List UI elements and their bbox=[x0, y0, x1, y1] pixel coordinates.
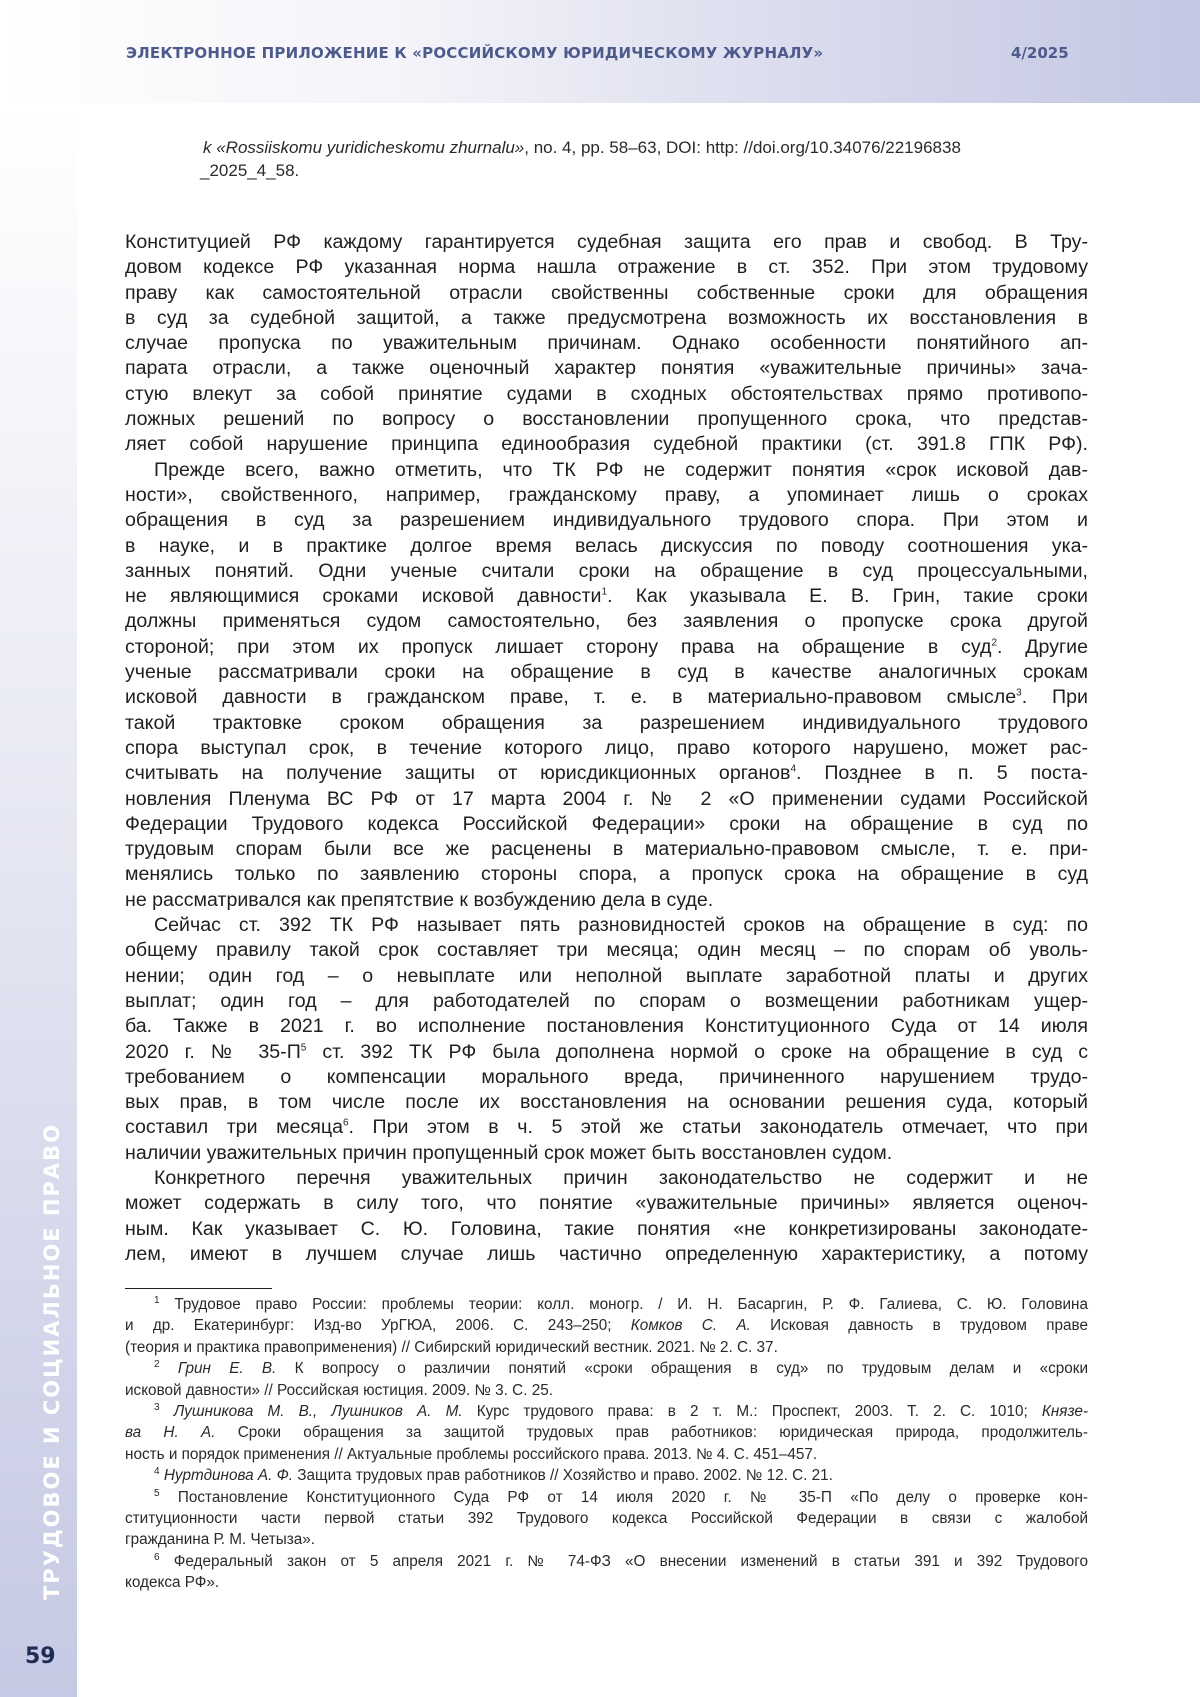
footnote-ref[interactable]: 3 bbox=[1016, 687, 1022, 699]
text-run: Постановление Конституционного Суда РФ от 14 июля 2020 г. № 35-П «По делу о проверке кон- bbox=[177, 1488, 1089, 1506]
text-line: менялись только по заявлению стороны спора, а пропуск срока на обращение в суд bbox=[125, 863, 1088, 886]
paragraph-2 bbox=[125, 458, 1088, 913]
footnotes bbox=[125, 1294, 1088, 1594]
footnote-3 bbox=[125, 1401, 1088, 1465]
reference-details: , no. 4, pp. 58–63, DOI: http: //doi.org/10.34076/22196838 bbox=[524, 138, 961, 157]
author-name: Лушникова М. В., Лушников А. М. bbox=[173, 1403, 463, 1421]
text-run: . Другие bbox=[997, 635, 1089, 658]
footnote-line bbox=[125, 1487, 1088, 1508]
text-line: выплат; один год – для работодателей по спорам о возмещении работникам ущер- bbox=[125, 989, 1088, 1012]
text-line: вых прав, в том числе после их восстановления на основании решения суда, который bbox=[125, 1091, 1088, 1114]
footnote-mark: 5 bbox=[154, 1487, 160, 1499]
footnote-1 bbox=[125, 1294, 1088, 1358]
text-run: ст. 392 ТК РФ была дополнена нормой о сроке на обращение в суд с bbox=[306, 1040, 1088, 1063]
text-run: и др. Екатеринбург: Изд-во УрГЮА, 2006. С. 243–250; bbox=[125, 1317, 631, 1335]
text-line: стую влекут за собой принятие судами в сходных обстоятельствах прямо противопо- bbox=[125, 382, 1088, 405]
text-line: лем, имеют в лучшем случае лишь частично определенную характеристику, а потому bbox=[125, 1242, 1088, 1265]
text-run: Федеральный закон от 5 апреля 2021 г. № 74-ФЗ «О внесении изменений в статьи 391 и 392 Трудового bbox=[173, 1552, 1088, 1570]
footnote-mark: 2 bbox=[154, 1359, 160, 1371]
section-side-band bbox=[0, 103, 77, 1697]
footnote-line bbox=[125, 1294, 1088, 1315]
footnote-ref[interactable]: 5 bbox=[300, 1041, 307, 1053]
text-line bbox=[125, 761, 1088, 786]
footnote-ref[interactable]: 4 bbox=[790, 763, 797, 775]
footnote-4 bbox=[125, 1465, 1088, 1486]
text-line: ба. Также в 2021 г. во исполнение постановления Конституционного Суда от 14 июля bbox=[125, 1015, 1088, 1038]
footnote-line: гражданина Р. М. Четыза». bbox=[125, 1531, 315, 1549]
text-run: исковой давности в гражданском праве, т. е. в материально-правовом смысле bbox=[125, 686, 1017, 709]
text-line: занных понятий. Одни ученые считали сроки на обращение в суд процессуальными, bbox=[125, 559, 1088, 582]
paragraph-4 bbox=[125, 1166, 1088, 1267]
text-line: нении; один год – о невыплате или неполной выплате заработной платы и других bbox=[125, 964, 1088, 987]
footnote-mark: 6 bbox=[154, 1551, 160, 1563]
text-line bbox=[125, 685, 1088, 710]
text-run: Трудовое право России: проблемы теории: колл. моногр. / И. Н. Басаргин, Р. Ф. Галиева, С. Ю. Головина bbox=[174, 1296, 1089, 1313]
footnote-mark: 4 bbox=[154, 1466, 160, 1478]
text-line: праву как самостоятельной отрасли свойственны собственные сроки для обращения bbox=[125, 281, 1088, 304]
text-line bbox=[125, 635, 1088, 660]
author-name: Комков С. А. bbox=[630, 1317, 751, 1335]
text-run: Защита трудовых прав работников // Хозяйство и право. 2002. № 12. С. 21. bbox=[293, 1467, 833, 1485]
footnote-mark: 3 bbox=[154, 1401, 160, 1413]
text-run: Сроки обращения за защитой трудовых прав работников: юридическая природа, продолжитель- bbox=[215, 1424, 1088, 1442]
issue-number: 4/2025 bbox=[1011, 44, 1069, 62]
text-run: . Позднее в п. 5 поста- bbox=[796, 762, 1088, 785]
footnote-line: исковой давности» // Российская юстиция. 2009. № 3. С. 25. bbox=[125, 1381, 553, 1399]
footnote-2 bbox=[125, 1358, 1088, 1401]
page-number: 59 bbox=[25, 1644, 56, 1669]
text-run: считывать на получение защиты от юрисдикционных органов bbox=[125, 762, 791, 785]
footnote-6 bbox=[125, 1551, 1088, 1594]
text-line: Федерации Трудового кодекса Российской Федерации» сроки на обращение в суд по bbox=[125, 812, 1088, 835]
author-name: Грин Е. В. bbox=[177, 1360, 277, 1378]
text-line: довом кодексе РФ указанная норма нашла отражение в ст. 352. При этом трудовому bbox=[125, 256, 1088, 279]
footnote-line bbox=[125, 1422, 1088, 1443]
text-line bbox=[125, 1115, 1088, 1140]
text-line: Сейчас ст. 392 ТК РФ называет пять разновидностей сроков на обращение в суд: по bbox=[154, 914, 1088, 937]
text-run: . Как указывала Е. В. Грин, такие сроки bbox=[607, 585, 1088, 608]
text-line bbox=[125, 1040, 1088, 1065]
text-line: ложных решений по вопросу о восстановлении пропущенного срока, что представ- bbox=[125, 408, 1088, 431]
text-line: может содержать в силу того, что понятие «уважительные причины» является оценоч- bbox=[125, 1192, 1088, 1215]
journal-title: ЭЛЕКТРОННОЕ ПРИЛОЖЕНИЕ К «РОССИЙСКОМУ ЮРИДИЧЕСКОМУ ЖУРНАЛУ» bbox=[126, 44, 824, 62]
text-line: такой трактовке сроком обращения за разрешением индивидуального трудового bbox=[125, 711, 1088, 734]
footnote-5 bbox=[125, 1487, 1088, 1551]
text-run: К вопросу о различии понятий «сроки обращения в суд» по трудовым делам и «сроки bbox=[276, 1360, 1088, 1378]
text-line: спора выступал срок, в течение которого лицо, право которого нарушено, может рас- bbox=[125, 736, 1088, 759]
footnote-ref[interactable]: 1 bbox=[601, 586, 608, 598]
text-line: общему правилу такой срок составляет три месяца; один месяц – по спорам об уволь- bbox=[125, 939, 1088, 962]
footnote-line bbox=[125, 1465, 1088, 1486]
author-name: ва Н. А. bbox=[125, 1424, 216, 1442]
footnote-mark: 1 bbox=[154, 1294, 160, 1306]
footnote-line bbox=[125, 1551, 1088, 1572]
text-line: в суд за судебной защитой, а также предусмотрена возможность их восстановления в bbox=[125, 306, 1088, 329]
text-line: наличии уважительных причин пропущенный срок может быть восстановлен судом. bbox=[125, 1141, 893, 1164]
text-run: . При этом в ч. 5 этой же статьи законодатель отмечает, что при bbox=[348, 1116, 1089, 1139]
footnote-ref[interactable]: 2 bbox=[991, 637, 998, 649]
reference-journal: k «Rossiiskomu yuridicheskomu zhurnalu» bbox=[203, 138, 525, 157]
text-run: 2020 г. № 35-П bbox=[125, 1040, 301, 1063]
paragraph-3 bbox=[125, 913, 1088, 1166]
section-title: ТРУДОВОЕ И СОЦИАЛЬНОЕ ПРАВО bbox=[40, 1122, 64, 1600]
footnote-line bbox=[125, 1358, 1088, 1379]
text-line: в науке, и в практике долгое время велась дискуссия по поводу соотношения ука- bbox=[125, 534, 1088, 557]
author-name: Нуртдинова А. Ф. bbox=[163, 1467, 293, 1485]
footnote-line: ституционности части первой статьи 392 Трудового кодекса Российской Федерации в связи с жалобой bbox=[125, 1510, 1088, 1528]
reference-line: _2025_4_58. bbox=[200, 161, 300, 180]
footnote-ref[interactable]: 6 bbox=[342, 1117, 349, 1129]
footnote-line: кодекса РФ». bbox=[125, 1574, 220, 1592]
reference-line bbox=[203, 136, 1088, 159]
text-line: парата отрасли, а также оценочный характер понятия «уважительные причины» зача- bbox=[125, 357, 1088, 380]
text-line: требованием о компенсации морального вреда, причиненного нарушением трудо- bbox=[125, 1065, 1088, 1088]
text-line: Прежде всего, важно отметить, что ТК РФ не содержит понятия «срок исковой дав- bbox=[154, 458, 1088, 481]
text-line: ности», свойственного, например, гражданскому праву, а упоминает лишь о сроках bbox=[125, 483, 1088, 506]
footnote-line bbox=[125, 1401, 1088, 1422]
text-line: ным. Как указывает С. Ю. Головина, такие понятия «не конкретизированы законодате- bbox=[125, 1217, 1088, 1240]
footnote-line: ность и порядок применения // Актуальные проблемы российского права. 2013. № 4. С. 451–457. bbox=[125, 1445, 818, 1463]
text-line: ученые рассматривали сроки на обращение в суд в качестве аналогичных срокам bbox=[125, 661, 1088, 684]
footnote-divider bbox=[125, 1288, 272, 1289]
article-body bbox=[125, 230, 1088, 1267]
text-run: не являющимися сроками исковой давности bbox=[125, 585, 602, 608]
text-line: Конкретного перечня уважительных причин законодательство не содержит и не bbox=[154, 1166, 1088, 1189]
text-line bbox=[125, 584, 1088, 609]
text-run: стороной; при этом их пропуск лишает сторону права на обращение в суд bbox=[125, 635, 992, 658]
footnote-line bbox=[125, 1315, 1088, 1336]
author-name: Князе- bbox=[1041, 1403, 1088, 1421]
text-line: трудовым спорам были все же расценены в материально-правовом смысле, т. е. при- bbox=[125, 838, 1088, 861]
paragraph-1 bbox=[125, 230, 1088, 458]
text-line: новления Пленума ВС РФ от 17 марта 2004 г. № 2 «О применении судами Российской bbox=[125, 787, 1088, 810]
text-line: должны применяться судом самостоятельно, без заявления о пропуске срока другой bbox=[125, 610, 1088, 633]
footnote-line: (теория и практика правоприменения) // Сибирский юридический вестник. 2021. № 2. С. 37. bbox=[125, 1338, 778, 1356]
text-run: Курс трудового права: в 2 т. М.: Проспект, 2003. Т. 2. С. 1010; bbox=[462, 1403, 1042, 1421]
text-line: не рассматривался как препятствие к возбуждению дела в суде. bbox=[125, 888, 714, 911]
text-line: случае пропуска по уважительным причинам. Однако особенности понятийного ап- bbox=[125, 332, 1088, 355]
text-run: составил три месяца bbox=[125, 1116, 343, 1139]
text-line: обращения в суд за разрешением индивидуального трудового спора. При этом и bbox=[125, 509, 1088, 532]
text-line: Конституцией РФ каждому гарантируется судебная защита его прав и свобод. В Тру- bbox=[125, 231, 1088, 253]
text-run: . При bbox=[1021, 686, 1088, 709]
text-run: Исковая давность в трудовом праве bbox=[750, 1317, 1088, 1335]
text-line: ляет собой нарушение принципа единообразия судебной практики (ст. 391.8 ГПК РФ). bbox=[125, 433, 1088, 456]
reference-citation bbox=[200, 136, 1088, 182]
